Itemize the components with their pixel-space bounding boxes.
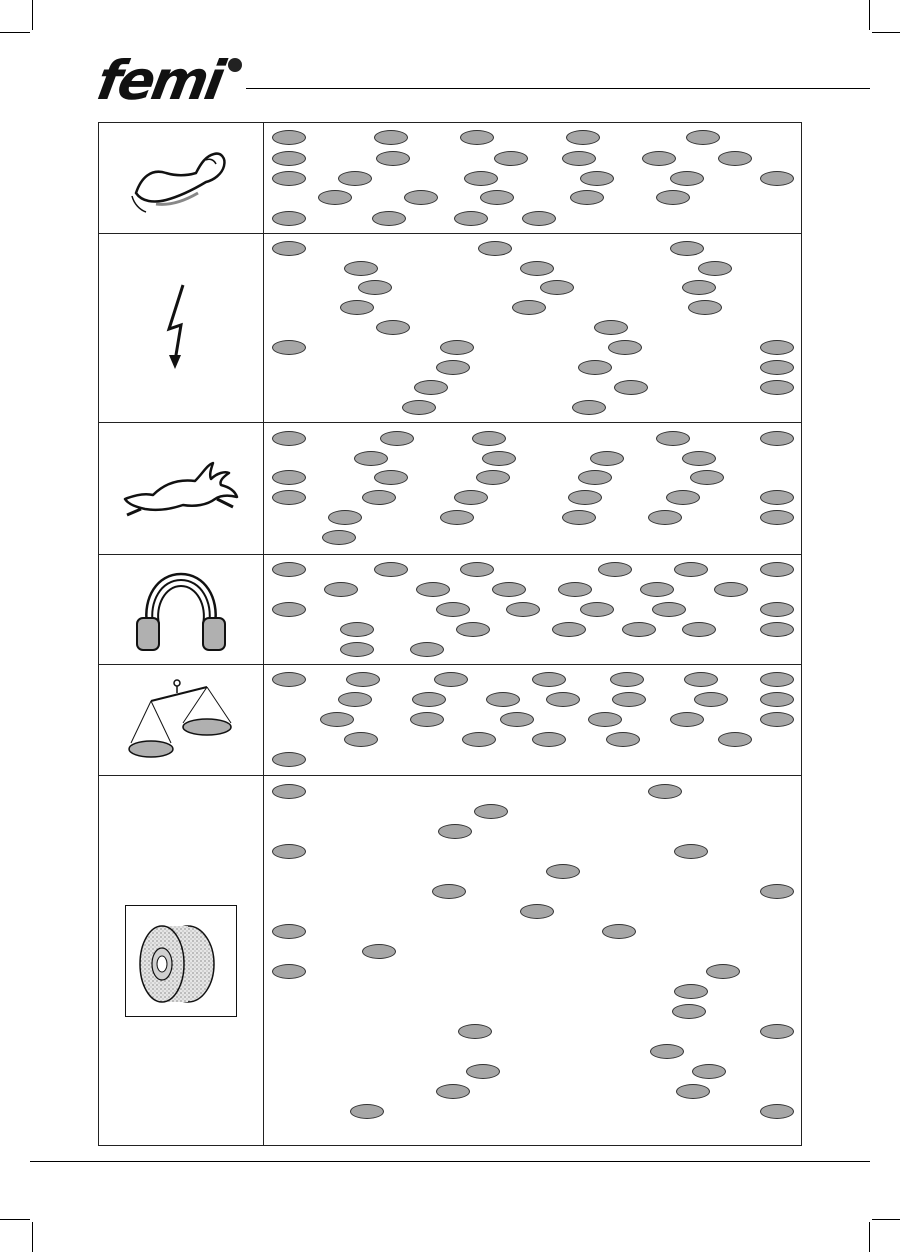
icon-cell	[99, 665, 264, 776]
safety-row-wheel	[99, 776, 802, 1146]
placeholder-pill	[714, 582, 748, 597]
placeholder-pill	[376, 151, 410, 166]
placeholder-pill	[562, 151, 596, 166]
placeholder-pill	[760, 602, 794, 617]
placeholder-pill	[272, 340, 306, 355]
placeholder-pill	[436, 360, 470, 375]
placeholder-pill	[558, 582, 592, 597]
placeholder-pill	[694, 692, 728, 707]
placeholder-pill	[460, 562, 494, 577]
placeholder-pill	[414, 380, 448, 395]
placeholder-pill	[670, 171, 704, 186]
placeholder-pill	[572, 400, 606, 415]
placeholder-pill	[682, 280, 716, 295]
placeholder-pill	[570, 190, 604, 205]
placeholder-pill	[338, 171, 372, 186]
placeholder-pill	[578, 470, 612, 485]
placeholder-pill	[376, 320, 410, 335]
placeholder-pill	[760, 380, 794, 395]
placeholder-pill	[340, 642, 374, 657]
placeholder-pill	[338, 692, 372, 707]
text-cell	[264, 234, 802, 423]
placeholder-pill	[380, 431, 414, 446]
placeholder-pill	[672, 1004, 706, 1019]
placeholder-pill	[566, 130, 600, 145]
placeholder-pill	[656, 431, 690, 446]
placeholder-pill	[580, 602, 614, 617]
placeholder-pill	[362, 944, 396, 959]
placeholder-pill	[690, 470, 724, 485]
crop-mark	[869, 1222, 870, 1252]
placeholder-pill	[320, 712, 354, 727]
placeholder-pill	[402, 400, 436, 415]
icon-cell	[99, 123, 264, 234]
placeholder-pill	[346, 672, 380, 687]
text-cell	[264, 123, 802, 234]
placeholder-pill	[642, 151, 676, 166]
placeholder-pill	[328, 510, 362, 525]
placeholder-pill	[684, 672, 718, 687]
placeholder-pill	[698, 261, 732, 276]
placeholder-pill	[480, 190, 514, 205]
placeholder-pill	[562, 510, 596, 525]
placeholder-pill	[374, 130, 408, 145]
placeholder-pill	[474, 804, 508, 819]
balance-scale-icon	[125, 677, 237, 763]
placeholder-pill	[602, 924, 636, 939]
placeholder-pill	[362, 490, 396, 505]
placeholder-pill	[520, 261, 554, 276]
placeholder-pill	[670, 712, 704, 727]
crop-mark	[0, 32, 30, 33]
text-cell	[264, 423, 802, 555]
placeholder-pill	[540, 280, 574, 295]
placeholder-pill	[760, 1104, 794, 1119]
placeholder-pill	[458, 1024, 492, 1039]
text-cell	[264, 555, 802, 665]
crop-mark	[32, 1222, 33, 1252]
placeholder-pill	[318, 190, 352, 205]
placeholder-pill	[674, 562, 708, 577]
placeholder-pill	[340, 622, 374, 637]
placeholder-pill	[578, 360, 612, 375]
placeholder-pill	[760, 431, 794, 446]
placeholder-pill	[760, 622, 794, 637]
placeholder-pill	[760, 712, 794, 727]
placeholder-pill	[272, 602, 306, 617]
grinding-wheel-frame	[125, 905, 237, 1017]
placeholder-pill	[440, 340, 474, 355]
crop-mark	[872, 32, 900, 33]
safety-row-balance	[99, 665, 802, 776]
safety-row-muscle	[99, 123, 802, 234]
placeholder-pill	[486, 692, 520, 707]
placeholder-pill	[272, 844, 306, 859]
crop-mark	[872, 1219, 900, 1220]
safety-table	[98, 122, 802, 1146]
placeholder-pill	[272, 241, 306, 256]
placeholder-pill	[506, 602, 540, 617]
placeholder-pill	[482, 451, 516, 466]
placeholder-pill	[594, 320, 628, 335]
placeholder-pill	[590, 451, 624, 466]
placeholder-pill	[350, 1104, 384, 1119]
placeholder-pill	[760, 171, 794, 186]
placeholder-pill	[682, 622, 716, 637]
placeholder-pill	[344, 732, 378, 747]
placeholder-pill	[682, 451, 716, 466]
placeholder-pill	[410, 642, 444, 657]
placeholder-pill	[568, 490, 602, 505]
placeholder-pill	[436, 1084, 470, 1099]
placeholder-pill	[686, 130, 720, 145]
placeholder-pill	[456, 622, 490, 637]
placeholder-pill	[650, 1044, 684, 1059]
brand-logo	[92, 49, 248, 112]
placeholder-pill	[580, 171, 614, 186]
placeholder-pill	[272, 964, 306, 979]
crop-mark	[0, 1219, 30, 1220]
placeholder-pill	[760, 884, 794, 899]
placeholder-pill	[476, 470, 510, 485]
placeholder-pill	[464, 171, 498, 186]
placeholder-pill	[272, 924, 306, 939]
placeholder-pill	[692, 1064, 726, 1079]
icon-cell	[99, 423, 264, 555]
placeholder-pill	[472, 431, 506, 446]
placeholder-pill	[760, 360, 794, 375]
safety-row-electric	[99, 234, 802, 423]
placeholder-pill	[412, 692, 446, 707]
placeholder-pill	[272, 151, 306, 166]
placeholder-pill	[588, 712, 622, 727]
logo-dot	[228, 58, 242, 72]
placeholder-pill	[546, 864, 580, 879]
placeholder-pill	[614, 380, 648, 395]
placeholder-pill	[344, 261, 378, 276]
placeholder-pill	[434, 672, 468, 687]
flexed-arm-icon	[126, 138, 236, 218]
placeholder-pill	[454, 490, 488, 505]
placeholder-pill	[272, 672, 306, 687]
placeholder-pill	[492, 582, 526, 597]
placeholder-pill	[674, 984, 708, 999]
header-rule	[246, 88, 870, 89]
placeholder-pill	[552, 622, 586, 637]
placeholder-pill	[404, 190, 438, 205]
placeholder-pill	[272, 171, 306, 186]
placeholder-pill	[438, 824, 472, 839]
crop-mark	[32, 0, 33, 30]
placeholder-pill	[718, 732, 752, 747]
footer-rule	[30, 1161, 870, 1162]
placeholder-pill	[324, 582, 358, 597]
placeholder-pill	[500, 712, 534, 727]
placeholder-pill	[532, 732, 566, 747]
placeholder-pill	[546, 692, 580, 707]
placeholder-pill	[598, 562, 632, 577]
placeholder-pill	[416, 582, 450, 597]
placeholder-pill	[374, 562, 408, 577]
placeholder-pill	[688, 300, 722, 315]
placeholder-pill	[652, 602, 686, 617]
placeholder-pill	[454, 211, 488, 226]
placeholder-pill	[494, 151, 528, 166]
safety-row-speed	[99, 423, 802, 555]
placeholder-pill	[706, 964, 740, 979]
placeholder-pill	[272, 431, 306, 446]
placeholder-pill	[520, 904, 554, 919]
ear-protector-icon	[133, 568, 229, 652]
placeholder-pill	[272, 470, 306, 485]
placeholder-pill	[760, 490, 794, 505]
placeholder-pill	[440, 510, 474, 525]
placeholder-pill	[648, 510, 682, 525]
placeholder-pill	[272, 562, 306, 577]
placeholder-pill	[272, 130, 306, 145]
placeholder-pill	[640, 582, 674, 597]
placeholder-pill	[532, 672, 566, 687]
placeholder-pill	[460, 130, 494, 145]
placeholder-pill	[760, 692, 794, 707]
placeholder-pill	[606, 732, 640, 747]
icon-cell	[99, 234, 264, 423]
placeholder-pill	[760, 672, 794, 687]
placeholder-pill	[612, 692, 646, 707]
placeholder-pill	[622, 622, 656, 637]
placeholder-pill	[478, 241, 512, 256]
placeholder-pill	[358, 280, 392, 295]
placeholder-pill	[462, 732, 496, 747]
text-cell	[264, 665, 802, 776]
running-hare-icon	[121, 459, 241, 519]
placeholder-pill	[674, 844, 708, 859]
placeholder-pill	[608, 340, 642, 355]
placeholder-pill	[272, 752, 306, 767]
placeholder-pill	[436, 602, 470, 617]
placeholder-pill	[676, 1084, 710, 1099]
placeholder-pill	[466, 1064, 500, 1079]
placeholder-pill	[718, 151, 752, 166]
placeholder-pill	[656, 190, 690, 205]
placeholder-pill	[648, 784, 682, 799]
icon-cell	[99, 776, 264, 1146]
placeholder-pill	[410, 712, 444, 727]
icon-cell	[99, 555, 264, 665]
placeholder-pill	[272, 490, 306, 505]
placeholder-pill	[432, 884, 466, 899]
placeholder-pill	[322, 530, 356, 545]
placeholder-pill	[340, 300, 374, 315]
placeholder-pill	[374, 470, 408, 485]
placeholder-pill	[522, 211, 556, 226]
placeholder-pill	[670, 241, 704, 256]
placeholder-pill	[272, 211, 306, 226]
placeholder-pill	[760, 340, 794, 355]
placeholder-pill	[760, 510, 794, 525]
grinding-wheel-icon	[136, 916, 226, 1006]
placeholder-pill	[760, 1024, 794, 1039]
lightning-bolt-icon	[161, 283, 201, 373]
crop-mark	[869, 0, 870, 30]
placeholder-pill	[372, 211, 406, 226]
logo-text: femi	[92, 49, 227, 112]
placeholder-pill	[354, 451, 388, 466]
text-cell	[264, 776, 802, 1146]
placeholder-pill	[512, 300, 546, 315]
safety-row-hearing	[99, 555, 802, 665]
placeholder-pill	[272, 784, 306, 799]
placeholder-pill	[666, 490, 700, 505]
placeholder-pill	[610, 672, 644, 687]
placeholder-pill	[760, 562, 794, 577]
